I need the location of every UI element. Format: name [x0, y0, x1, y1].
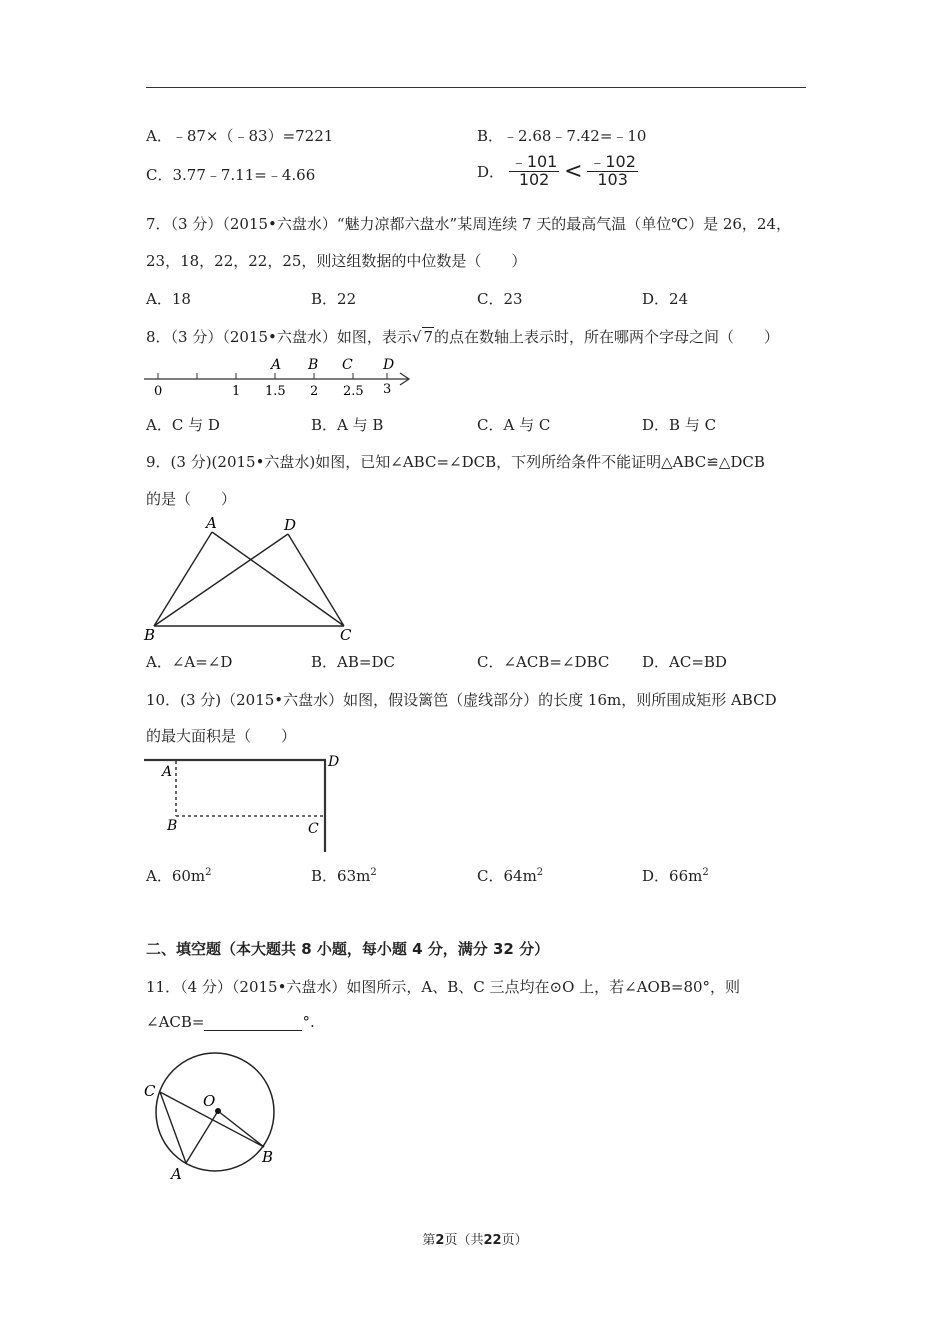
q6-less-than: <: [564, 158, 583, 184]
q7-option-c: C．23: [477, 290, 523, 308]
header-rule: [146, 87, 806, 88]
q6-fraction-1-numerator: ﹣101: [510, 152, 558, 171]
segment-dc: [288, 534, 344, 626]
circle-label-c: C: [144, 1082, 156, 1100]
q6-option-d: [477, 154, 638, 189]
q10-option-d: [642, 865, 709, 886]
footer-page-number: 2: [435, 1233, 445, 1248]
q7-option-d: D．24: [642, 290, 689, 308]
q7-line-2: 23，18，22，22，25，则这组数据的中位数是（ ）: [146, 252, 527, 270]
segment-ab: [154, 532, 212, 626]
q6-option-c: C．3.77﹣7.11=﹣4.66: [146, 166, 316, 184]
q9-triangles-figure: [140, 512, 370, 644]
page-footer: [0, 1229, 950, 1248]
q6-option-a: A．﹣87×（﹣83）=7221: [146, 127, 334, 145]
q11-line-2: [146, 1013, 315, 1031]
chord-ca: [160, 1092, 186, 1163]
point-label-b: B: [308, 357, 319, 373]
q6-fraction-2-numerator: ﹣102: [589, 152, 636, 171]
q9-line-2: 的是（ ）: [146, 490, 237, 508]
q10-option-b: [311, 865, 377, 886]
radius-ob: [218, 1111, 264, 1147]
segment-bd: [154, 534, 288, 626]
q8-stem-suffix: 的点在数轴上表示时，所在哪两个字母之间（ ）: [434, 328, 780, 346]
q6-fraction-2: [587, 154, 638, 189]
sqrt-symbol: √: [411, 328, 422, 346]
q6-option-d-label: D．: [477, 162, 505, 181]
q11-circle-figure: [138, 1050, 288, 1185]
circle-label-a: A: [171, 1165, 182, 1183]
corner-label-b: B: [167, 818, 178, 834]
point-label-c: C: [342, 357, 353, 373]
q10-option-d-exponent: 2: [702, 867, 709, 878]
point-label-a: A: [271, 357, 282, 373]
point-label-d: D: [383, 357, 395, 373]
section-2-heading: 二、填空题（本大题共 8 小题，每小题 4 分，满分 32 分）: [146, 940, 550, 958]
footer-post: 页）: [501, 1233, 528, 1248]
q8-radicand: 7: [423, 328, 433, 346]
q10-option-a-text: A．60m: [146, 867, 206, 885]
q11-line-2-prefix: ∠ACB=: [146, 1013, 205, 1031]
q10-line-1: 10．(3 分)（2015•六盘水）如图，假设篱笆（虚线部分）的长度 16m，则所围成矩形 ABCD: [146, 691, 777, 709]
q6-fraction-2-denominator: 103: [597, 169, 628, 189]
corner-label-d: D: [328, 754, 340, 770]
answer-blank: [204, 1016, 302, 1031]
q6-option-b: B．﹣2.68﹣7.42=﹣10: [477, 127, 647, 145]
q10-option-b-text: B．63m: [311, 867, 371, 885]
tick-label-2-5: 2.5: [343, 384, 364, 399]
q9-option-b: B．AB=DC: [311, 653, 395, 671]
q8-stem: [146, 326, 779, 347]
center-point-o: [215, 1108, 221, 1114]
q10-option-b-exponent: 2: [370, 867, 377, 878]
vertex-label-b: B: [144, 626, 156, 644]
q8-option-d: D．B 与 C: [642, 416, 717, 434]
tick-label-1-5: 1.5: [265, 384, 286, 399]
footer-total-pages: 22: [483, 1233, 502, 1248]
q10-option-c-exponent: 2: [536, 867, 544, 878]
q7-option-a: A．18: [146, 290, 191, 308]
circle-label-o: O: [203, 1092, 216, 1110]
q11-line-1: 11．（4 分）（2015•六盘水）如图所示，A、B、C 三点均在⊙O 上，若∠AOB=80°，则: [146, 978, 741, 996]
q10-line-2: 的最大面积是（ ）: [146, 727, 297, 745]
radius-oa: [186, 1111, 218, 1163]
tick-label-0: 0: [154, 384, 163, 399]
footer-mid: 页（共: [444, 1233, 484, 1248]
tick-label-2: 2: [310, 384, 319, 399]
vertex-label-d: D: [284, 516, 297, 534]
q10-fence-figure: [140, 750, 360, 856]
q10-option-c: [477, 865, 543, 886]
q9-option-c: C．∠ACB=∠DBC: [477, 653, 610, 671]
q8-stem-prefix: 8．（3 分）（2015•六盘水）如图，表示: [146, 328, 412, 346]
q10-option-a: [146, 865, 212, 886]
q9-option-a: A．∠A=∠D: [146, 653, 233, 671]
q7-option-b: B．22: [311, 290, 357, 308]
circle-o: [156, 1053, 274, 1171]
q10-option-c-text: C．64m: [477, 867, 537, 885]
q11-line-2-suffix: °.: [302, 1013, 315, 1031]
footer-pre: 第: [422, 1233, 436, 1248]
vertex-label-c: C: [340, 626, 352, 644]
tick-label-1: 1: [232, 384, 241, 399]
tick-label-3: 3: [383, 382, 392, 397]
corner-label-c: C: [308, 821, 319, 837]
q7-line-1: 7．（3 分）（2015•六盘水）“魅力凉都六盘水”某周连续 7 天的最高气温（单位℃）是 26，24，: [146, 215, 792, 233]
q9-line-1: 9．(3 分)(2015•六盘水)如图，已知∠ABC=∠DCB，下列所给条件不能证明△ABC≌△DCB: [146, 453, 765, 471]
segment-ac: [212, 532, 344, 626]
q8-option-b: B．A 与 B: [311, 416, 384, 434]
q10-option-d-text: D．66m: [642, 867, 703, 885]
vertex-label-a: A: [206, 514, 217, 532]
q8-number-line-figure: [140, 355, 420, 403]
q8-option-c: C．A 与 C: [477, 416, 551, 434]
q6-fraction-1: [509, 154, 560, 189]
corner-label-a: A: [162, 764, 173, 780]
circle-label-b: B: [262, 1148, 274, 1166]
q10-option-a-exponent: 2: [205, 867, 212, 878]
q6-fraction-1-denominator: 102: [518, 169, 550, 189]
q8-option-a: A．C 与 D: [146, 416, 220, 434]
q9-option-d: D．AC=BD: [642, 653, 727, 671]
